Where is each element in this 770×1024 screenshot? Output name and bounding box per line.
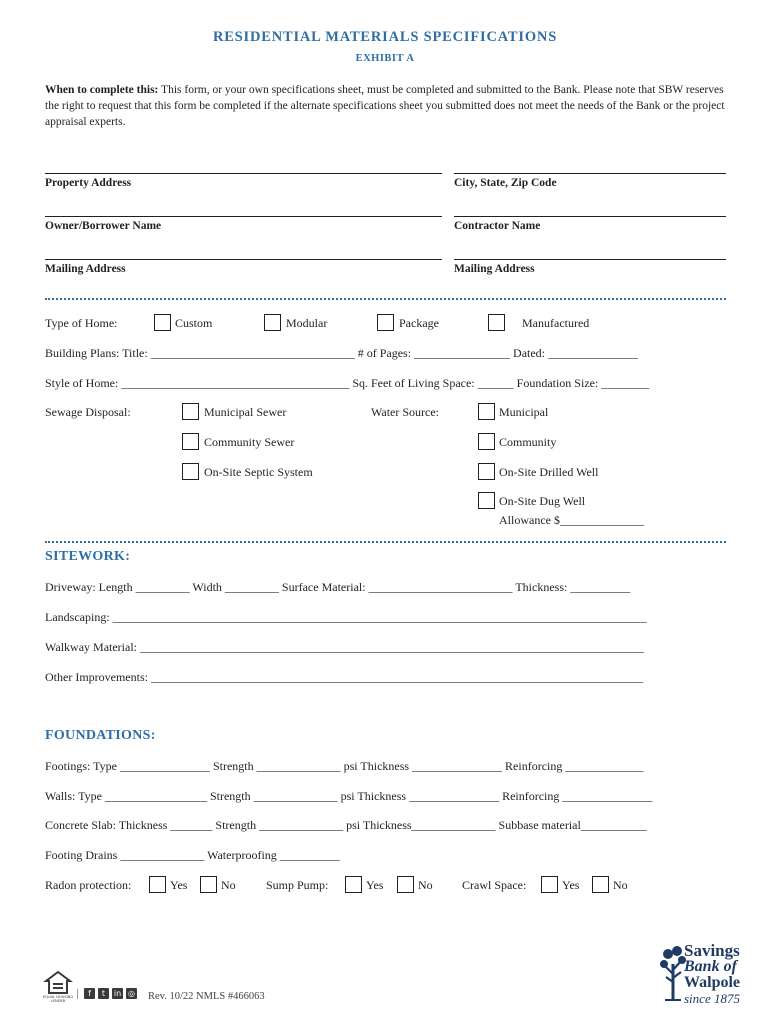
crawl-yes-checkbox[interactable] bbox=[541, 876, 558, 893]
dotted-divider bbox=[45, 298, 726, 300]
municipal-sewer-label: Municipal Sewer bbox=[204, 405, 287, 419]
water-source-label: Water Source: bbox=[371, 405, 440, 419]
custom-checkbox[interactable] bbox=[154, 314, 171, 331]
radon-yes-label: Yes bbox=[170, 878, 188, 892]
driveway-row[interactable]: Driveway: Length _________ Width _________ Surface Material: ________________________ Thickness: __________ bbox=[45, 580, 631, 594]
community-water-label: Community bbox=[499, 435, 557, 449]
intro-text: This form, or your own specifications sheet, must be completed and submitted to the Bank. Please note that SBW reserves the right to request that this form be completed if the alternate specifications sheet you submitted does not meet the needs of the Bank or the project appraisal experts. bbox=[45, 84, 725, 128]
linkedin-icon[interactable]: in bbox=[113, 989, 122, 998]
radon-label: Radon protection: bbox=[45, 878, 132, 892]
mailing-address-left-label: Mailing Address bbox=[45, 263, 126, 275]
package-label: Package bbox=[399, 316, 439, 330]
sump-no-checkbox[interactable] bbox=[397, 876, 414, 893]
instagram-icon[interactable]: ◎ bbox=[126, 988, 137, 999]
property-address-label: Property Address bbox=[45, 177, 132, 189]
form-subtitle: EXHIBIT A bbox=[355, 53, 415, 64]
foundations-heading: FOUNDATIONS: bbox=[45, 728, 156, 743]
septic-system-label: On-Site Septic System bbox=[204, 465, 313, 479]
other-improvements-row[interactable]: Other Improvements: __________________________________________________________________________________ bbox=[45, 670, 643, 684]
crawl-space-label: Crawl Space: bbox=[462, 878, 527, 892]
sitework-heading: SITEWORK: bbox=[45, 549, 131, 564]
contractor-line[interactable] bbox=[454, 216, 726, 217]
custom-label: Custom bbox=[175, 316, 213, 330]
svg-text:LENDER: LENDER bbox=[50, 999, 66, 1003]
twitter-icon[interactable]: t bbox=[98, 988, 109, 999]
radon-no-checkbox[interactable] bbox=[200, 876, 217, 893]
radon-no-label: No bbox=[221, 878, 236, 892]
municipal-water-checkbox[interactable] bbox=[478, 403, 495, 420]
svg-text:EQUAL HOUSING: EQUAL HOUSING bbox=[42, 995, 74, 999]
manufactured-checkbox[interactable] bbox=[488, 314, 505, 331]
property-address-line[interactable] bbox=[45, 173, 442, 174]
manufactured-label: Manufactured bbox=[522, 316, 590, 330]
modular-label: Modular bbox=[286, 316, 328, 330]
walkway-row[interactable]: Walkway Material: ____________________________________________________________________________________ bbox=[45, 640, 644, 654]
community-water-checkbox[interactable] bbox=[478, 433, 495, 450]
logo-line-walpole: Walpole bbox=[684, 974, 741, 991]
radon-yes-checkbox[interactable] bbox=[149, 876, 166, 893]
sump-yes-checkbox[interactable] bbox=[345, 876, 362, 893]
dug-well-label: On-Site Dug Well bbox=[499, 494, 586, 508]
city-state-zip-line[interactable] bbox=[454, 173, 726, 174]
owner-borrower-label: Owner/Borrower Name bbox=[45, 220, 162, 232]
sump-no-label: No bbox=[418, 878, 433, 892]
revision-text: Rev. 10/22 NMLS #466063 bbox=[148, 991, 265, 1002]
equal-housing-icon bbox=[42, 971, 74, 1003]
walls-row[interactable]: Walls: Type _________________ Strength ______________ psi Thickness _______________ Reinforcing _______________ bbox=[45, 789, 653, 803]
drilled-well-label: On-Site Drilled Well bbox=[499, 465, 599, 479]
package-checkbox[interactable] bbox=[377, 314, 394, 331]
form-title: RESIDENTIAL MATERIALS SPECIFICATIONS bbox=[212, 29, 558, 45]
owner-borrower-line[interactable] bbox=[45, 216, 442, 217]
modular-checkbox[interactable] bbox=[264, 314, 281, 331]
community-sewer-checkbox[interactable] bbox=[182, 433, 199, 450]
logo-since: since 1875 bbox=[684, 991, 740, 1006]
city-state-zip-label: City, State, Zip Code bbox=[454, 177, 557, 189]
logo-line-savings: Savings bbox=[684, 941, 740, 960]
building-plans-row[interactable]: Building Plans: Title: __________________________________ # of Pages: ________________ Dated: _______________ bbox=[45, 346, 639, 360]
landscaping-row[interactable]: Landscaping: _________________________________________________________________________________________ bbox=[45, 610, 647, 624]
logo-line-bankof: Bank of bbox=[684, 958, 737, 975]
crawl-no-label: No bbox=[613, 878, 628, 892]
municipal-water-label: Municipal bbox=[499, 405, 549, 419]
footings-row[interactable]: Footings: Type _______________ Strength ______________ psi Thickness _______________ Reinforcing _____________ bbox=[45, 759, 644, 773]
intro-paragraph bbox=[45, 82, 735, 130]
mailing-address-left-line[interactable] bbox=[45, 259, 442, 260]
dotted-divider bbox=[45, 541, 726, 543]
mailing-address-right-line[interactable] bbox=[454, 259, 726, 260]
crawl-no-checkbox[interactable] bbox=[592, 876, 609, 893]
style-of-home-row[interactable]: Style of Home: ______________________________________ Sq. Feet of Living Space: ______ Foundation Size: ________ bbox=[45, 376, 650, 390]
community-sewer-label: Community Sewer bbox=[204, 435, 295, 449]
type-of-home-label: Type of Home: bbox=[45, 316, 118, 330]
crawl-yes-label: Yes bbox=[562, 878, 580, 892]
mailing-address-right-label: Mailing Address bbox=[454, 263, 535, 275]
sewage-disposal-label: Sewage Disposal: bbox=[45, 405, 131, 419]
municipal-sewer-checkbox[interactable] bbox=[182, 403, 199, 420]
dug-well-checkbox[interactable] bbox=[478, 492, 495, 509]
bank-logo bbox=[660, 940, 750, 1006]
facebook-icon[interactable]: f bbox=[84, 988, 95, 999]
contractor-label: Contractor Name bbox=[454, 220, 541, 232]
sump-yes-label: Yes bbox=[366, 878, 384, 892]
footer-separator bbox=[77, 989, 78, 999]
concrete-slab-row[interactable]: Concrete Slab: Thickness _______ Strength ______________ psi Thickness______________ Subbase material___________ bbox=[45, 818, 647, 832]
intro-bold: When to complete this: bbox=[45, 84, 159, 96]
footing-drains-row[interactable]: Footing Drains ______________ Waterproofing __________ bbox=[45, 848, 340, 862]
septic-system-checkbox[interactable] bbox=[182, 463, 199, 480]
sump-pump-label: Sump Pump: bbox=[266, 878, 329, 892]
allowance-field[interactable]: Allowance $______________ bbox=[499, 513, 644, 527]
drilled-well-checkbox[interactable] bbox=[478, 463, 495, 480]
tree-logo-icon bbox=[660, 944, 686, 1002]
